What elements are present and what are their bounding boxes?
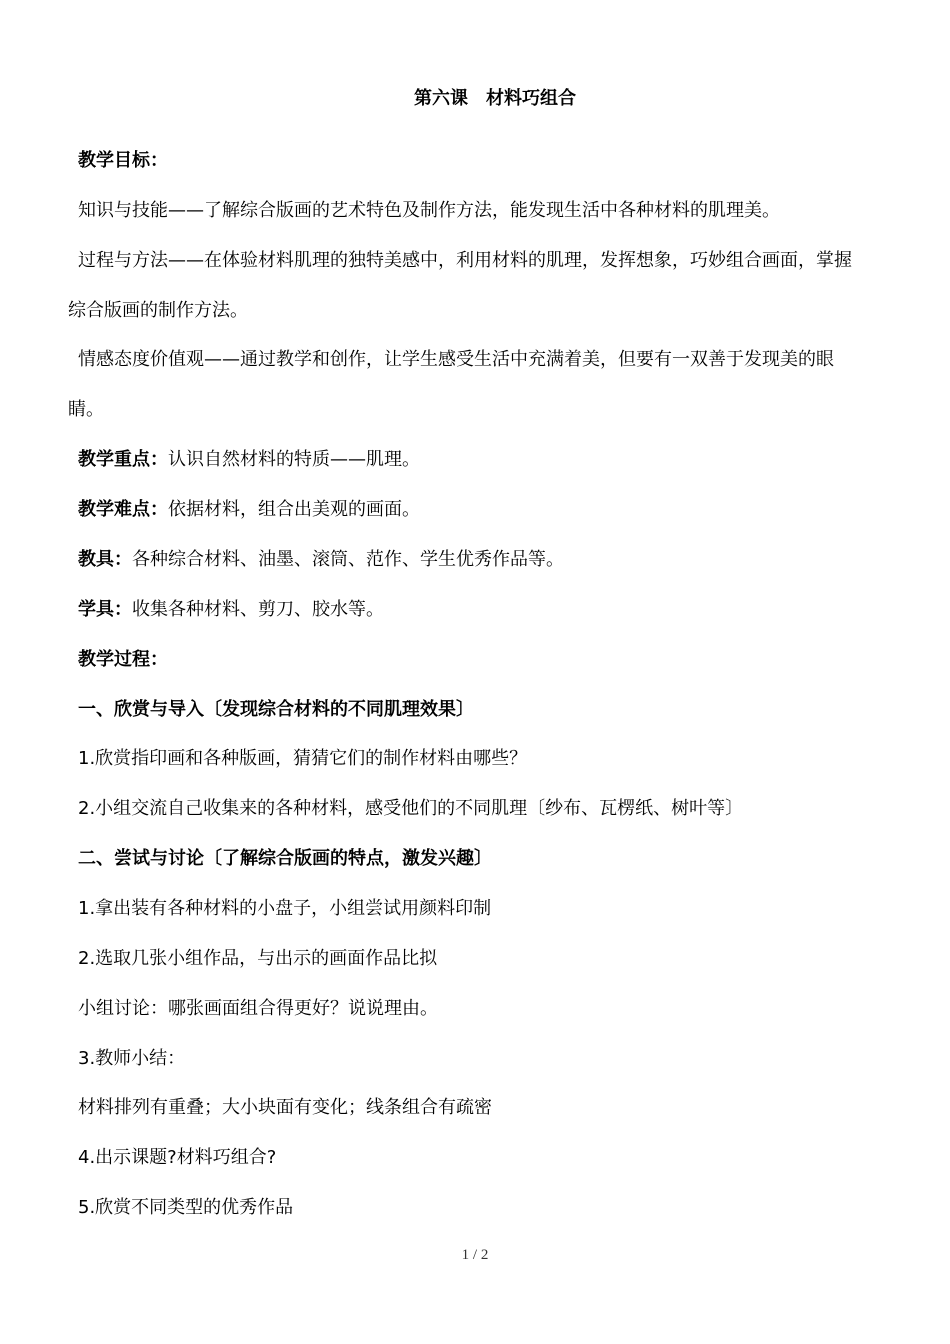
difficulty-label: 教学难点： — [78, 499, 168, 520]
section1-item-2: 2.小组交流自己收集来的各种材料，感受他们的不同肌理〔纱布、瓦楞纸、树叶等〕 — [78, 798, 744, 819]
key-point-text: 认识自然材料的特质——肌理。 — [168, 449, 420, 470]
key-point — [78, 447, 420, 473]
section2-item-4: 3.教师小结： — [78, 1048, 186, 1069]
section2-item-6: 4.出示课题?材料巧组合? — [78, 1147, 277, 1168]
objective-emotion-line2: 睛。 — [68, 399, 104, 420]
teaching-tools-text: 各种综合材料、油墨、滚筒、范作、学生优秀作品等。 — [132, 549, 564, 570]
section2-item-7: 5.欣赏不同类型的优秀作品 — [78, 1197, 294, 1218]
process-heading: 教学过程： — [78, 649, 168, 670]
section2-item-2: 2.选取几张小组作品，与出示的画面作品比拟 — [78, 948, 438, 969]
student-tools — [78, 597, 384, 623]
objective-process-line1: 过程与方法——在体验材料肌理的独特美感中，利用材料的肌理，发挥想象，巧妙组合画面，掌握 — [78, 250, 852, 271]
objective-process-line2: 综合版画的制作方法。 — [68, 300, 248, 321]
section1-heading: 一、欣赏与导入〔发现综合材料的不同肌理效果〕 — [78, 699, 474, 720]
difficulty-text: 依据材料，组合出美观的画面。 — [168, 499, 420, 520]
section2-item-3: 小组讨论：哪张画面组合得更好？说说理由。 — [78, 998, 438, 1019]
difficulty — [78, 497, 420, 523]
page-title: 第六课 材料巧组合 — [414, 88, 576, 109]
key-point-label: 教学重点： — [78, 449, 168, 470]
student-tools-text: 收集各种材料、剪刀、胶水等。 — [132, 599, 384, 620]
objective-emotion-line1: 情感态度价值观——通过教学和创作，让学生感受生活中充满着美，但要有一双善于发现美的眼 — [78, 349, 834, 370]
section2-item-1: 1.拿出装有各种材料的小盘子，小组尝试用颜料印制 — [78, 898, 492, 919]
teaching-tools — [78, 547, 564, 573]
teaching-tools-label: 教具： — [78, 549, 132, 570]
section1-item-1: 1.欣赏指印画和各种版画，猜猜它们的制作材料由哪些？ — [78, 748, 528, 769]
objectives-heading: 教学目标： — [78, 150, 168, 171]
page-number: 1 / 2 — [461, 1247, 489, 1263]
section2-heading: 二、尝试与讨论〔了解综合版画的特点，激发兴趣〕 — [78, 848, 492, 869]
objective-knowledge: 知识与技能——了解综合版画的艺术特色及制作方法，能发现生活中各种材料的肌理美。 — [78, 200, 780, 221]
student-tools-label: 学具： — [78, 599, 132, 620]
section2-item-5: 材料排列有重叠；大小块面有变化；线条组合有疏密 — [78, 1097, 492, 1118]
